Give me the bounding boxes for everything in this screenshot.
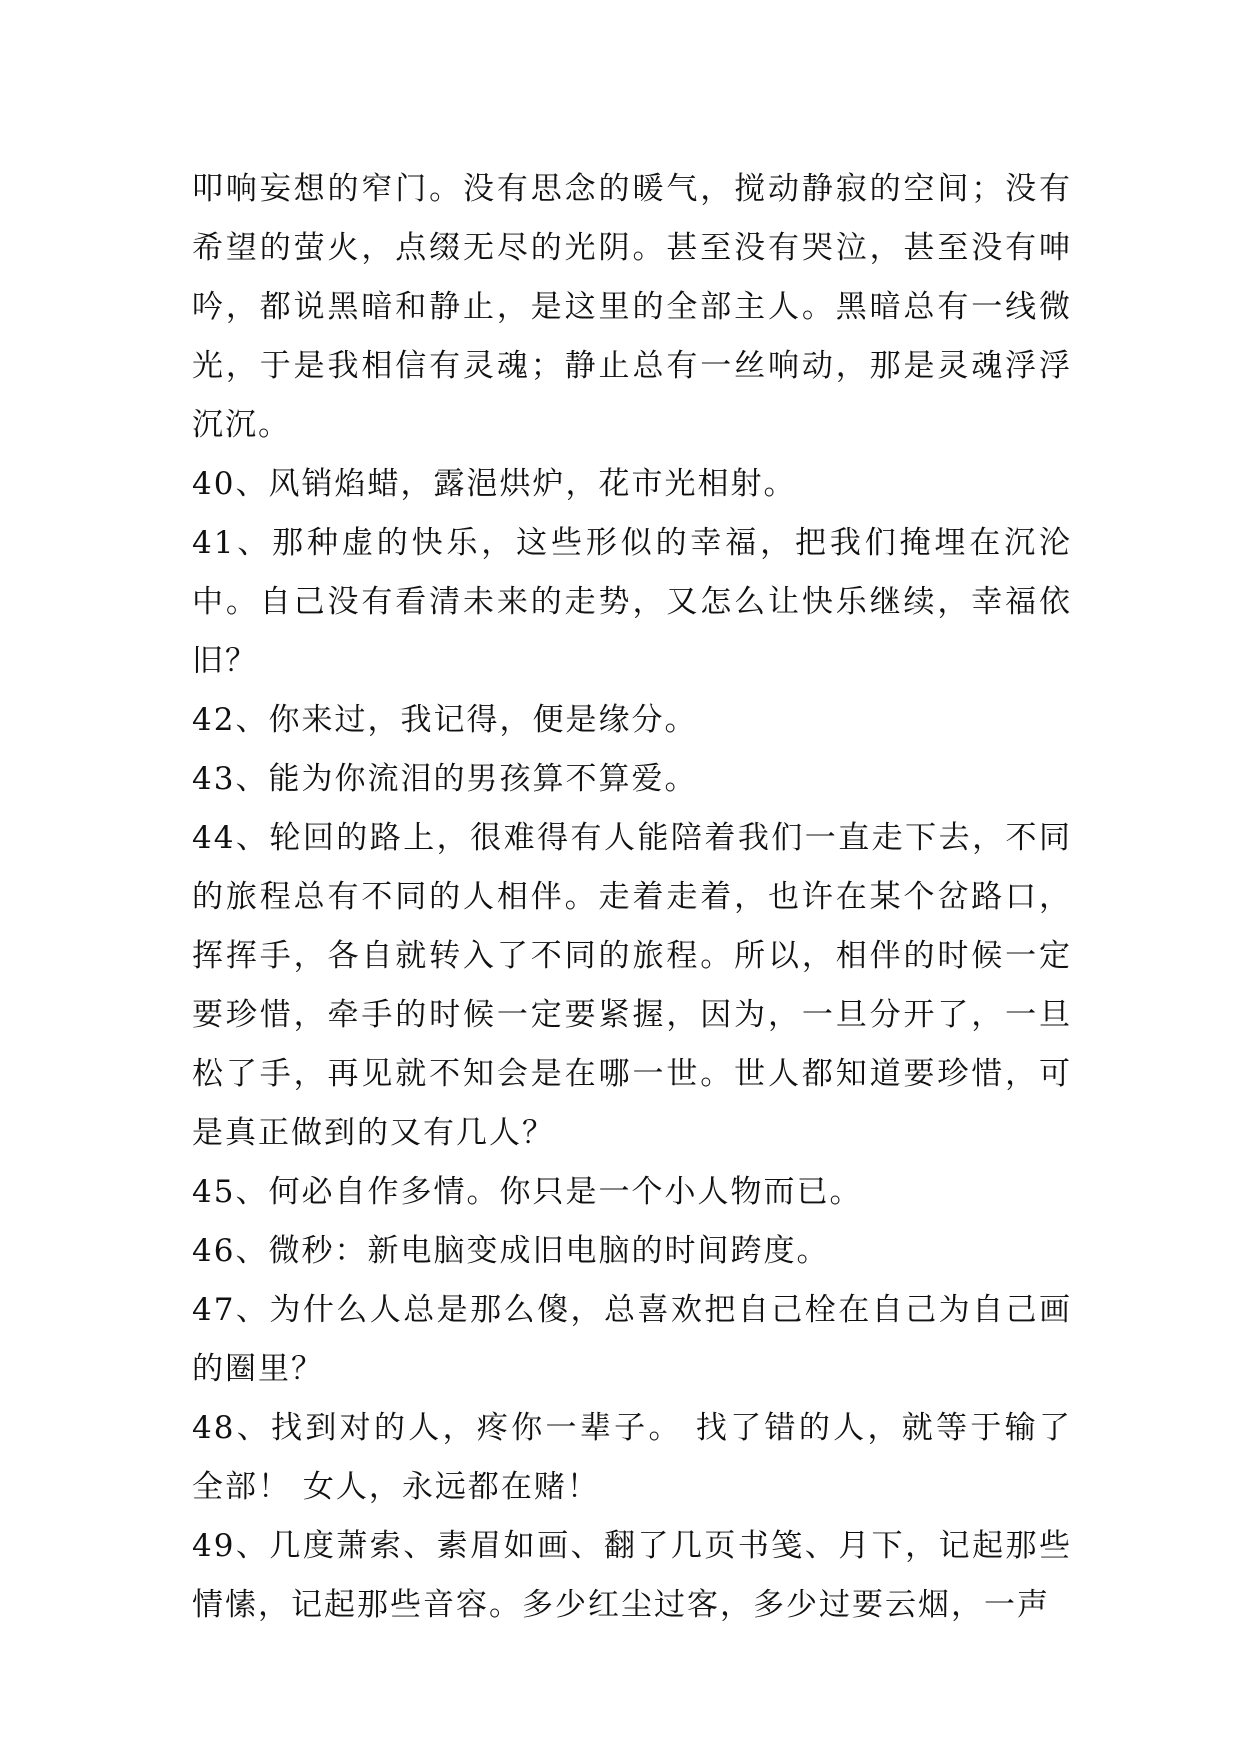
paragraph-item-47: 47、为什么人总是那么傻，总喜欢把自己栓在自己为自己画的圈里？	[192, 1292, 1072, 1387]
paragraph-item-40: 40、风销焰蜡，露浥烘炉，花市光相射。	[192, 466, 797, 502]
paragraph-item-42: 42、你来过，我记得，便是缘分。	[192, 702, 698, 738]
paragraph-item-41: 41、那种虚的快乐，这些形似的幸福，把我们掩埋在沉沦中。自己没有看清未来的走势，又怎么让快乐继续，幸福依旧？	[192, 525, 1072, 679]
paragraph-item-49: 49、几度萧索、素眉如画、翻了几页书笺、月下，记起那些情愫，记起那些音容。多少红尘过客，多少过要云烟，一声	[192, 1528, 1072, 1623]
paragraph-item-43: 43、能为你流泪的男孩算不算爱。	[192, 761, 698, 797]
paragraph-continuation: 叩响妄想的窄门。没有思念的暖气，搅动静寂的空间；没有希望的萤火，点缀无尽的光阴。甚至没有哭泣，甚至没有呻吟，都说黑暗和静止，是这里的全部主人。黑暗总有一线微光，于是我相信有灵魂；静止总有一丝响动，那是灵魂浮浮沉沉。	[192, 171, 1072, 443]
paragraph-item-46: 46、微秒：新电脑变成旧电脑的时间跨度。	[192, 1233, 830, 1269]
paragraph-item-45: 45、何必自作多情。你只是一个小人物而已。	[192, 1174, 863, 1210]
paragraph-item-44: 44、轮回的路上，很难得有人能陪着我们一直走下去，不同的旅程总有不同的人相伴。走着走着，也许在某个岔路口，挥挥手，各自就转入了不同的旅程。所以，相伴的时候一定要珍惜，牵手的时候一定要紧握，因为，一旦分开了，一旦松了手，再见就不知会是在哪一世。世人都知道要珍惜，可是真正做到的又有几人？	[192, 820, 1072, 1151]
paragraph-item-48: 48、找到对的人，疼你一辈子。 找了错的人，就等于输了全部！ 女人，永远都在赌！	[192, 1410, 1072, 1505]
document-body	[192, 160, 1072, 1635]
